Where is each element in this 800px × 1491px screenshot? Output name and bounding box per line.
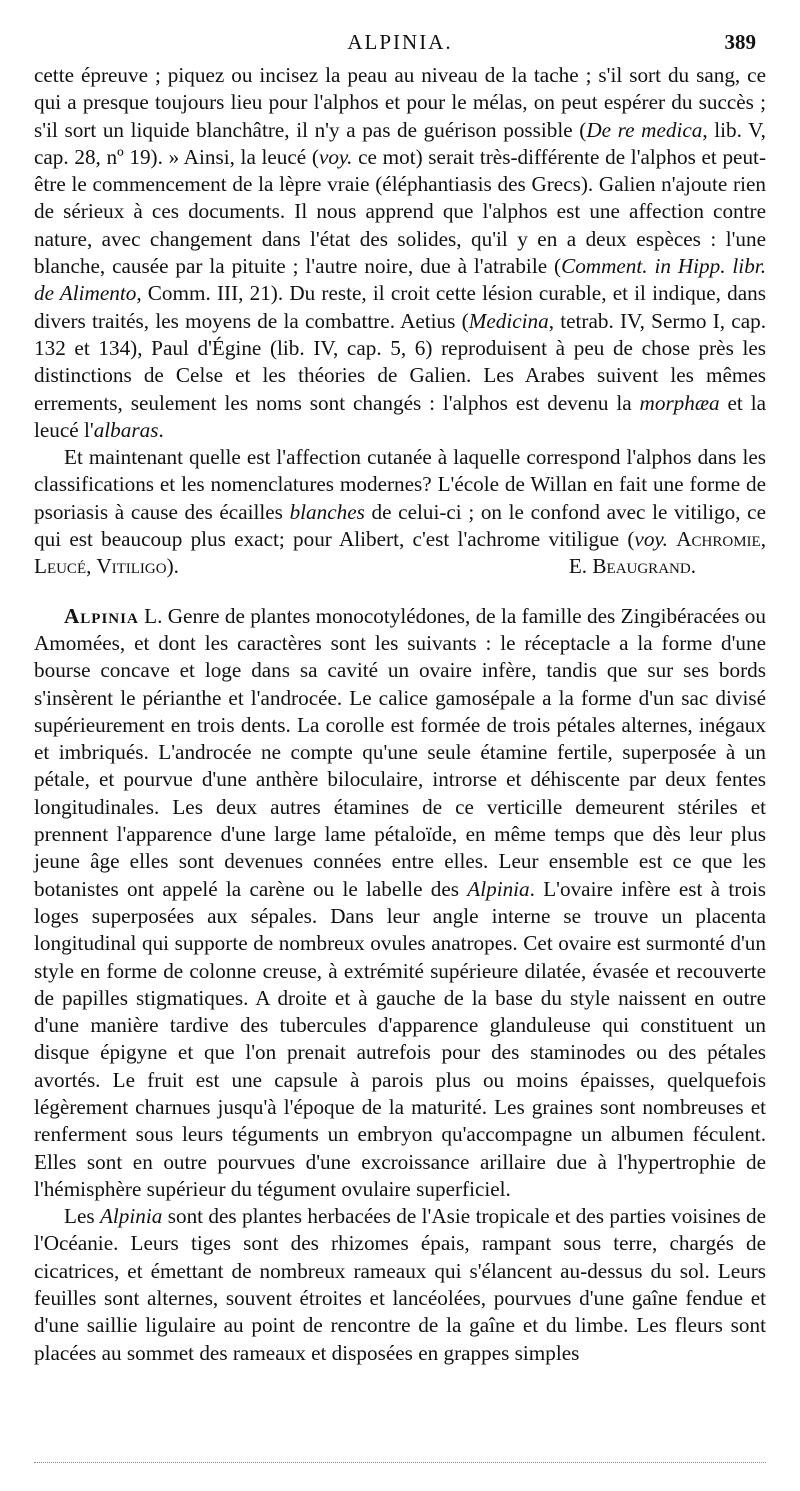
main-text xyxy=(34,62,766,1367)
text-run: , lib. V, cap. 28, nº 19). » Ainsi, la leucé ( xyxy=(34,117,766,169)
cross-reference: voy. xyxy=(634,527,668,552)
text-run: , Comm. III, 21). Du reste, il croit cette lésion curable, et il indique, dans divers traités, les moyens de la combattre. Aetius ( xyxy=(34,281,767,333)
running-title: ALPINIA. xyxy=(347,30,453,54)
citation-title: De re medica xyxy=(586,117,703,142)
entry-headword: Alpinia xyxy=(64,603,139,628)
paragraph-alphos-continued xyxy=(34,62,766,444)
text-run: , tetrab. IV, Sermo I, cap. 132 et 134), Paul d'Égine (lib. IV, cap. 5, 6) reproduisent à peu de chose près les distinctions de Celse et les théories de Galien. Les Arabes suivent les mêmes errements, seulement les noms sont changés : l'alphos est devenu la xyxy=(34,308,766,415)
paragraph-modern-classification xyxy=(34,444,766,580)
text-run: sont des plantes herbacées de l'Asie tropicale et des parties voisines de l'Océanie. Leurs tiges sont des rhizomes épais, rampant sous terre, chargés de cicatrices, et émettant de nombreux rameaux qui s'élancent au-dessus du sol. Leurs feuilles sont alternes, souvent étroites et lancéolées, pourvues d'une gaîne fendue et d'une saillie ligulaire au point de rencontre de la gaîne et du limbe. Les fleurs sont placées au sommet des rameaux et disposées en grappes simples xyxy=(34,1204,766,1365)
text-run: Les xyxy=(64,1204,100,1229)
text-run: . xyxy=(158,417,164,442)
text-run: Et maintenant quelle est l'affection cutanée à laquelle correspond l'alphos dans les classifications et les nomenclatures modernes? L'école de Willan en fait une forme de psoriasis à cause des écailles xyxy=(34,445,766,524)
text-run: ). xyxy=(166,554,179,579)
cross-reference-entries: Achromie, Leucé, Vitiligo xyxy=(34,527,767,579)
genus-name: Alpinia xyxy=(99,1204,163,1229)
author-signature: E. Beaugrand. xyxy=(568,554,696,579)
emphasis: blanches xyxy=(289,499,365,524)
page-bottom-rule xyxy=(34,1462,766,1463)
text-run: de celui-ci ; on le confond avec le vitiligo, ce qui est beaucoup plus exact; pour Alibert, c'est l'achrome vitiligue ( xyxy=(34,499,766,552)
entry-separator xyxy=(34,581,766,603)
citation-title: Medicina xyxy=(468,308,549,333)
text-run: ce mot) serait très-différente de l'alphos et peut-être le commencement de la lèpre vraie (éléphantiasis des Grecs). Galien n'ajoute rien de sérieux à ces documents. Il nous apprend que l'alphos est une affection contre nature, avec changement dans l'état des solides, qu'il y en a deux espèces : l'une blanche, causée par la pituite ; l'autre noire, due à l'atrabile ( xyxy=(34,144,766,279)
text-run: cette épreuve ; piquez ou incisez la peau au niveau de la tache ; s'il sort du sang, ce qui a presque toujours lieu pour l'alphos et pour le mélas, on peut espérer du succès ; s'il sort un liquide blanchâtre, il n'y a pas de guérison possible ( xyxy=(34,63,766,142)
paragraph-alpinia-habitat xyxy=(34,1203,766,1367)
text-run: Genre de plantes monocotylédones, de la famille des Zingibéracées ou Amomées, et dont les caractères sont les suivants : le réceptacle a la forme d'une bourse concave et loge dans sa cavité un ovaire infère, tandis que sur ses bords s'insèrent le périanthe et l'androcée. Le calice gamosépale a la forme d'un sac divisé supérieurement en trois dents. La corolle est formée de trois pétales alternes, inégaux et imbriqués. L'androcée ne compte qu'une seule étamine fertile, superposée à un pétale, et pourvue d'une anthère biloculaire, introrse et déhiscente par deux fentes longitudinales. Les deux autres étamines de ce verticille demeurent stériles et prennent l'apparence d'une large lame pétaloïde, en même temps que dès leur plus jeune âge elles sont devenues connées entre elles. Leur ensemble est ce que les botanistes ont appelé la carène ou le labelle des xyxy=(34,603,766,901)
text-run xyxy=(668,527,676,551)
term: albaras xyxy=(93,417,159,442)
citation-title: Comment. in Hipp. libr. de Alimento xyxy=(34,254,766,306)
term: morphæa xyxy=(639,390,720,415)
running-header xyxy=(34,30,766,60)
text-run: . L'ovaire infère est à trois loges superposées aux sépales. Dans leur angle interne se trouve un placenta longitudinal qui supporte de nombreux ovules anatropes. Cet ovaire est surmonté d'un style en forme de colonne creuse, à extrémité supérieure dilatée, évasée et recouverte de papilles stigmatiques. A droite et à gauche de la base du style naissent en outre d'une manière tardive des tubercules d'apparence glanduleuse qui constituent un disque épigyne et que l'on prenait autrefois pour des staminodes ou des pétales avortés. Le fruit est une capsule à parois plus ou moins épaisses, quelquefois légèrement charnues jusqu'à l'époque de la maturité. Les graines sont nombreuses et renferment sous leurs téguments un embryon qu'accompagne un albumen féculent. Elles sont en outre pourvues d'une excroissance arillaire due à l'hypertrophie de l'hémisphère supérieur du tégument ovulaire superficiel. xyxy=(34,876,766,1201)
paragraph-alpinia-entry xyxy=(34,603,766,1204)
cross-reference: voy. xyxy=(318,144,353,169)
text-run: et la leucé l' xyxy=(34,390,766,442)
genus-name: Alpinia xyxy=(467,876,530,901)
author-abbreviation: L. xyxy=(138,603,163,628)
page-number: 389 xyxy=(724,30,756,54)
